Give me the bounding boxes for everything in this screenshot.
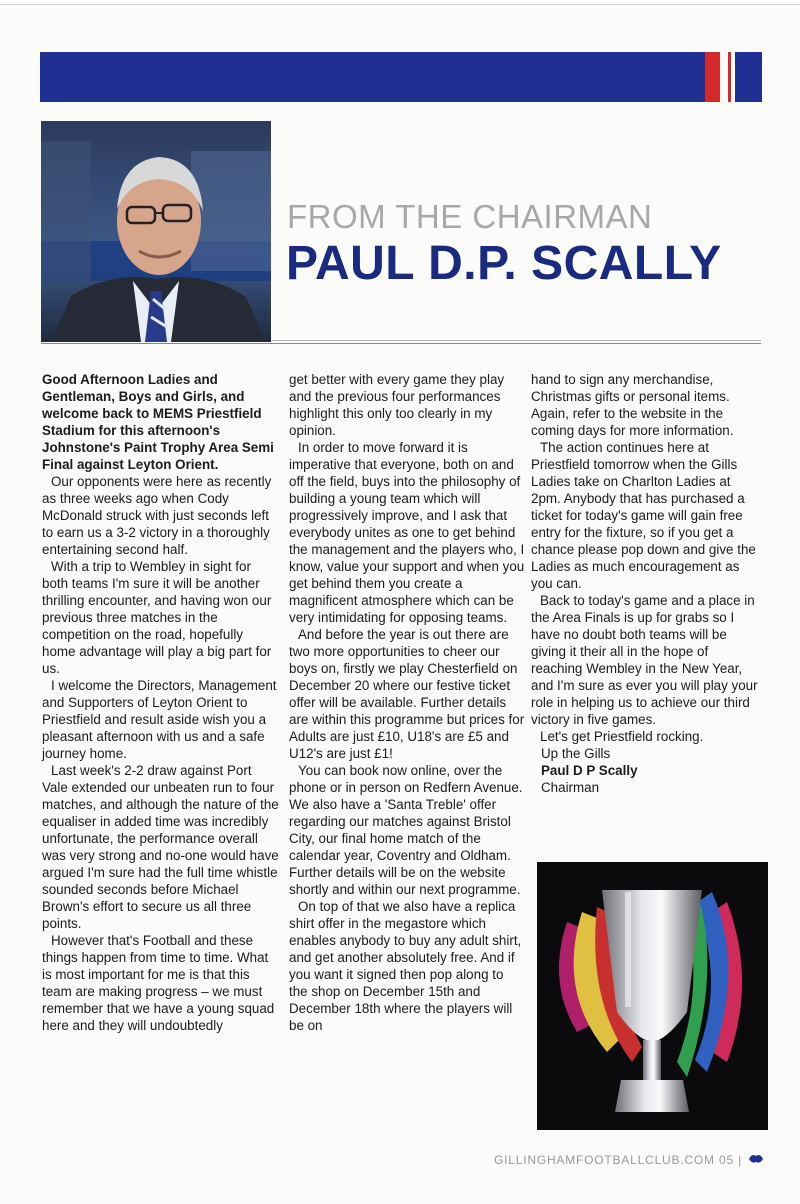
article-paragraph: However that's Football and these things happen from time to time. What is most important for me is that this team are making progress – we must remember that we have a young squad here and they will undoubtedly (42, 933, 275, 1033)
article-paragraph: On top of that we also have a replica shirt offer in the megastore which enables anybody to buy any adult shirt, and get another absolutely free. And if you want it signed then pop along to the shop on December 15th and December 18th where the players will be on (289, 899, 522, 1033)
article-paragraph: With a trip to Wembley in sight for both teams I'm sure it will be another thrilling encounter, and having won our previous three matches in the competition on the road, hopefully home advantage will play a big part for us. (42, 559, 272, 676)
article-lead: Good Afternoon Ladies and Gentleman, Boys and Girls, and welcome back to MEMS Priestfield Stadium for this afternoon's Johnstone's Paint Trophy Area Semi Final against Leyton Orient. (42, 372, 274, 472)
article-column-1 (42, 371, 280, 1034)
article-paragraph: In order to move forward it is imperative that everyone, both on and off the field, buys into the philosophy of building a young team which will progressively improve, and I ask that everybody unites as one to get behind the management and the players who, I know, value your support and when you get behind them you create a magnificent atmosphere which can be very intimidating for opposing teams. (289, 440, 525, 625)
club-logo-icon (748, 1152, 764, 1166)
trophy-illustration (537, 862, 768, 1130)
signature-name: Paul D P Scally (541, 763, 638, 778)
chairman-portrait-illustration (41, 121, 271, 342)
section-kicker: FROM THE CHAIRMAN (287, 198, 653, 235)
signoff: Up the Gills (541, 746, 611, 761)
page-footer: GILLINGHAMFOOTBALLCLUB.COM 05 | (494, 1152, 764, 1167)
article-paragraph: You can book now online, over the phone or in person on Redfern Avenue. We also have a 'Santa Treble' offer regarding our matches against Bristol City, our final home match of the calendar year, Coventry and Oldham. Further details will be on the website shortly and within our next programme. (289, 763, 523, 897)
article-paragraph: hand to sign any merchandise, Christmas gifts or personal items. Again, refer to the website in the coming days for more information. (531, 372, 734, 438)
header-red-stripe (705, 52, 720, 102)
article-paragraph: And before the year is out there are two more opportunities to cheer our boys on, firstly we play Chesterfield on December 20 where our festive ticket offer will be available. Further details are within this programme but prices for Adults are just £10, U18's are £5 and U12's are just £1! (289, 627, 525, 761)
page-title: PAUL D.P. SCALLY (286, 237, 722, 290)
footer-page-number: 05 (718, 1153, 734, 1167)
trophy-photo (537, 862, 768, 1130)
article-paragraph: get better with every game they play and the previous four performances highlight this only too clearly in my opinion. (289, 372, 505, 438)
article-paragraph: Let's get Priestfield rocking. (540, 729, 704, 744)
article-paragraph: I welcome the Directors, Management and Supporters of Leyton Orient to Priestfield and result aside wish you a pleasant afternoon with us and a safe journey home. (42, 678, 277, 761)
top-rule (0, 4, 800, 5)
article-paragraph: Our opponents were here as recently as three weeks ago when Cody McDonald struck with just seconds left to earn us a 3-2 victory in a thoroughly entertaining second half. (42, 474, 272, 557)
article-paragraph: The action continues here at Priestfield tomorrow when the Gills Ladies take on Charlton Ladies at 2pm. Anybody that has purchased a ticket for today's game will gain free entry for the fixture, so if you get a chance please pop down and give the Ladies as much encouragement as you can. (531, 440, 756, 591)
footer-site: GILLINGHAMFOOTBALLCLUB.COM (494, 1153, 715, 1167)
article-paragraph: Last week's 2-2 draw against Port Vale extended our unbeaten run to four matches, and although the nature of the equaliser in added time was incredibly unfortunate, the performance overall was very strong and no-one would have argued I'm sure had the full time whistle sounded seconds before Michael Brown's effort to secure us all three points. (42, 763, 279, 931)
chairman-photo (41, 121, 271, 342)
title-rule (272, 340, 761, 341)
article-column-3 (531, 371, 763, 796)
article-paragraph: Back to today's game and a place in the Area Finals is up for grabs so I have no doubt both teams will be giving it their all in the hope of reaching Wembley in the New Year, and I'm sure as ever you will play your role in helping us to achieve our third victory in five games. (531, 593, 758, 727)
signature-role: Chairman (541, 780, 600, 795)
section-divider (41, 343, 761, 344)
header-red-stripe-thin (728, 52, 731, 102)
article-column-2 (289, 371, 525, 1034)
header-banner (40, 52, 762, 102)
